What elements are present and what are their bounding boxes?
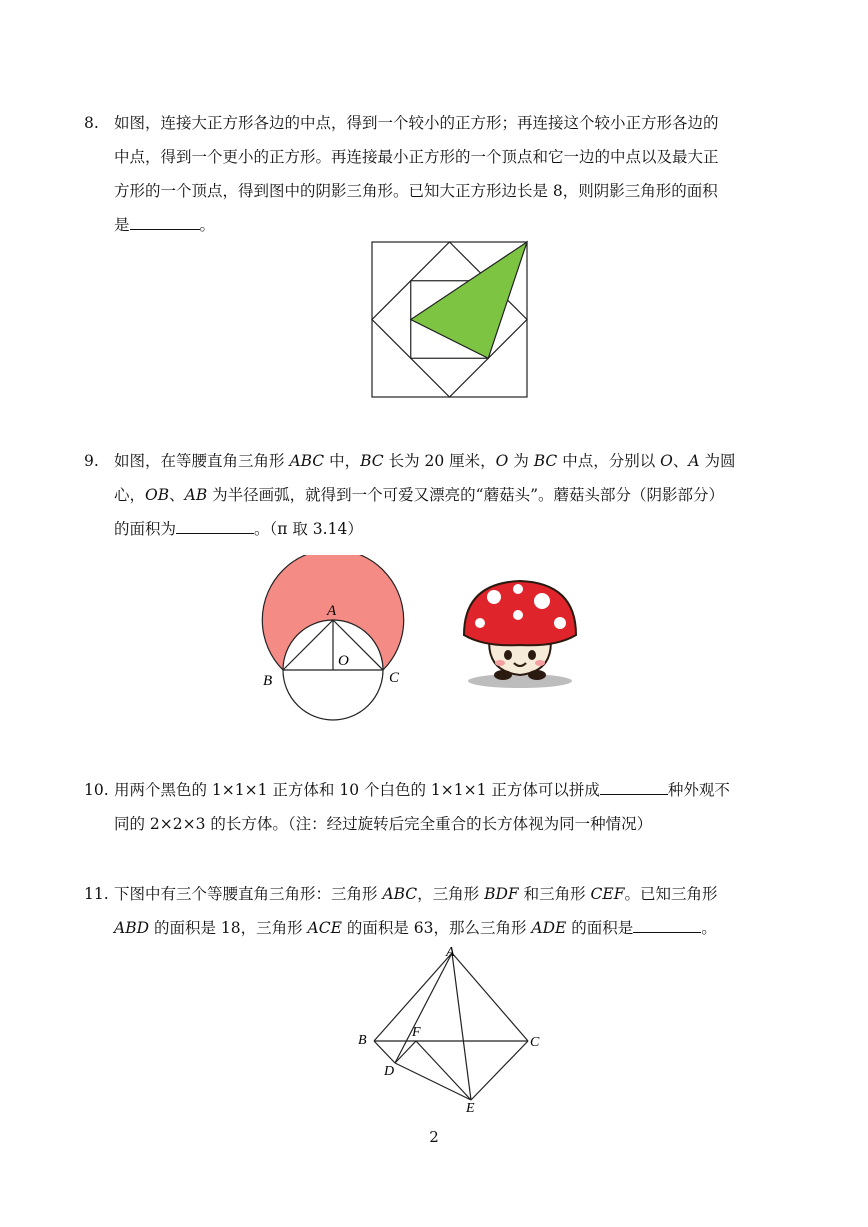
mushroom-head-figure <box>255 555 415 725</box>
answer-blank[interactable] <box>176 513 254 534</box>
shaded-triangle <box>411 242 527 358</box>
answer-blank[interactable] <box>600 774 668 795</box>
label-a: A <box>327 603 337 619</box>
shadow <box>468 674 572 688</box>
problem-text-line: 同的 2×2×3 的长方体。（注：经过旋转后完全重合的长方体视为同一种情况） <box>114 815 653 833</box>
mushroom-illustration <box>460 575 580 695</box>
problem-number: 8. <box>84 114 99 132</box>
label-f: F <box>412 1025 421 1040</box>
problem-number: 10. <box>84 781 109 799</box>
problem-number: 11. <box>84 885 109 903</box>
problem-text-line: 如图，连接大正方形各边的中点，得到一个较小的正方形；再连接这个较小正方形各边的 <box>114 114 719 132</box>
problem-text-line: 用两个黑色的 1×1×1 正方体和 10 个白色的 1×1×1 正方体可以拼成 种外观不 <box>114 773 730 807</box>
problem-number: 9. <box>84 452 99 470</box>
label-o: O <box>338 653 349 669</box>
problem-text-line: 如图，在等腰直角三角形 ABC 中，BC 长为 20 厘米，O 为 BC 中点，分别以 O、A 为圆 <box>114 452 736 470</box>
problem-text-line: 是 。 <box>114 208 215 242</box>
problem-text-line: 的面积为 。（π 取 3.14） <box>114 512 363 546</box>
problem-text-line: 中点，得到一个更小的正方形。再连接最小正方形的一个顶点和它一边的中点以及最大正 <box>114 148 719 166</box>
problem-text-line: 方形的一个顶点，得到图中的阴影三角形。已知大正方形边长是 8，则阴影三角形的面积 <box>114 182 718 200</box>
nested-squares-figure <box>370 240 530 400</box>
problem-text-line: 下图中有三个等腰直角三角形：三角形 ABC，三角形 BDF 和三角形 CEF。已知三角形 <box>114 885 718 903</box>
label-c: C <box>530 1035 540 1050</box>
page-number: 2 <box>429 1128 439 1146</box>
label-c: C <box>389 670 400 686</box>
label-e: E <box>466 1101 475 1115</box>
problem-text-line: 心，OB、AB 为半径画弧，就得到一个可爱又漂亮的“蘑菇头”。蘑菇头部分（阴影部分） <box>114 486 725 504</box>
label-d: D <box>384 1064 395 1079</box>
answer-blank[interactable] <box>130 209 200 230</box>
label-b: B <box>358 1033 367 1048</box>
triangles-figure <box>350 940 550 1115</box>
label-a: A <box>446 945 455 960</box>
answer-blank[interactable] <box>633 912 701 933</box>
label-b: B <box>263 673 273 689</box>
problem-text-line: ABD 的面积是 18，三角形 ACE 的面积是 63，那么三角形 ADE 的面积是 。 <box>114 911 717 945</box>
